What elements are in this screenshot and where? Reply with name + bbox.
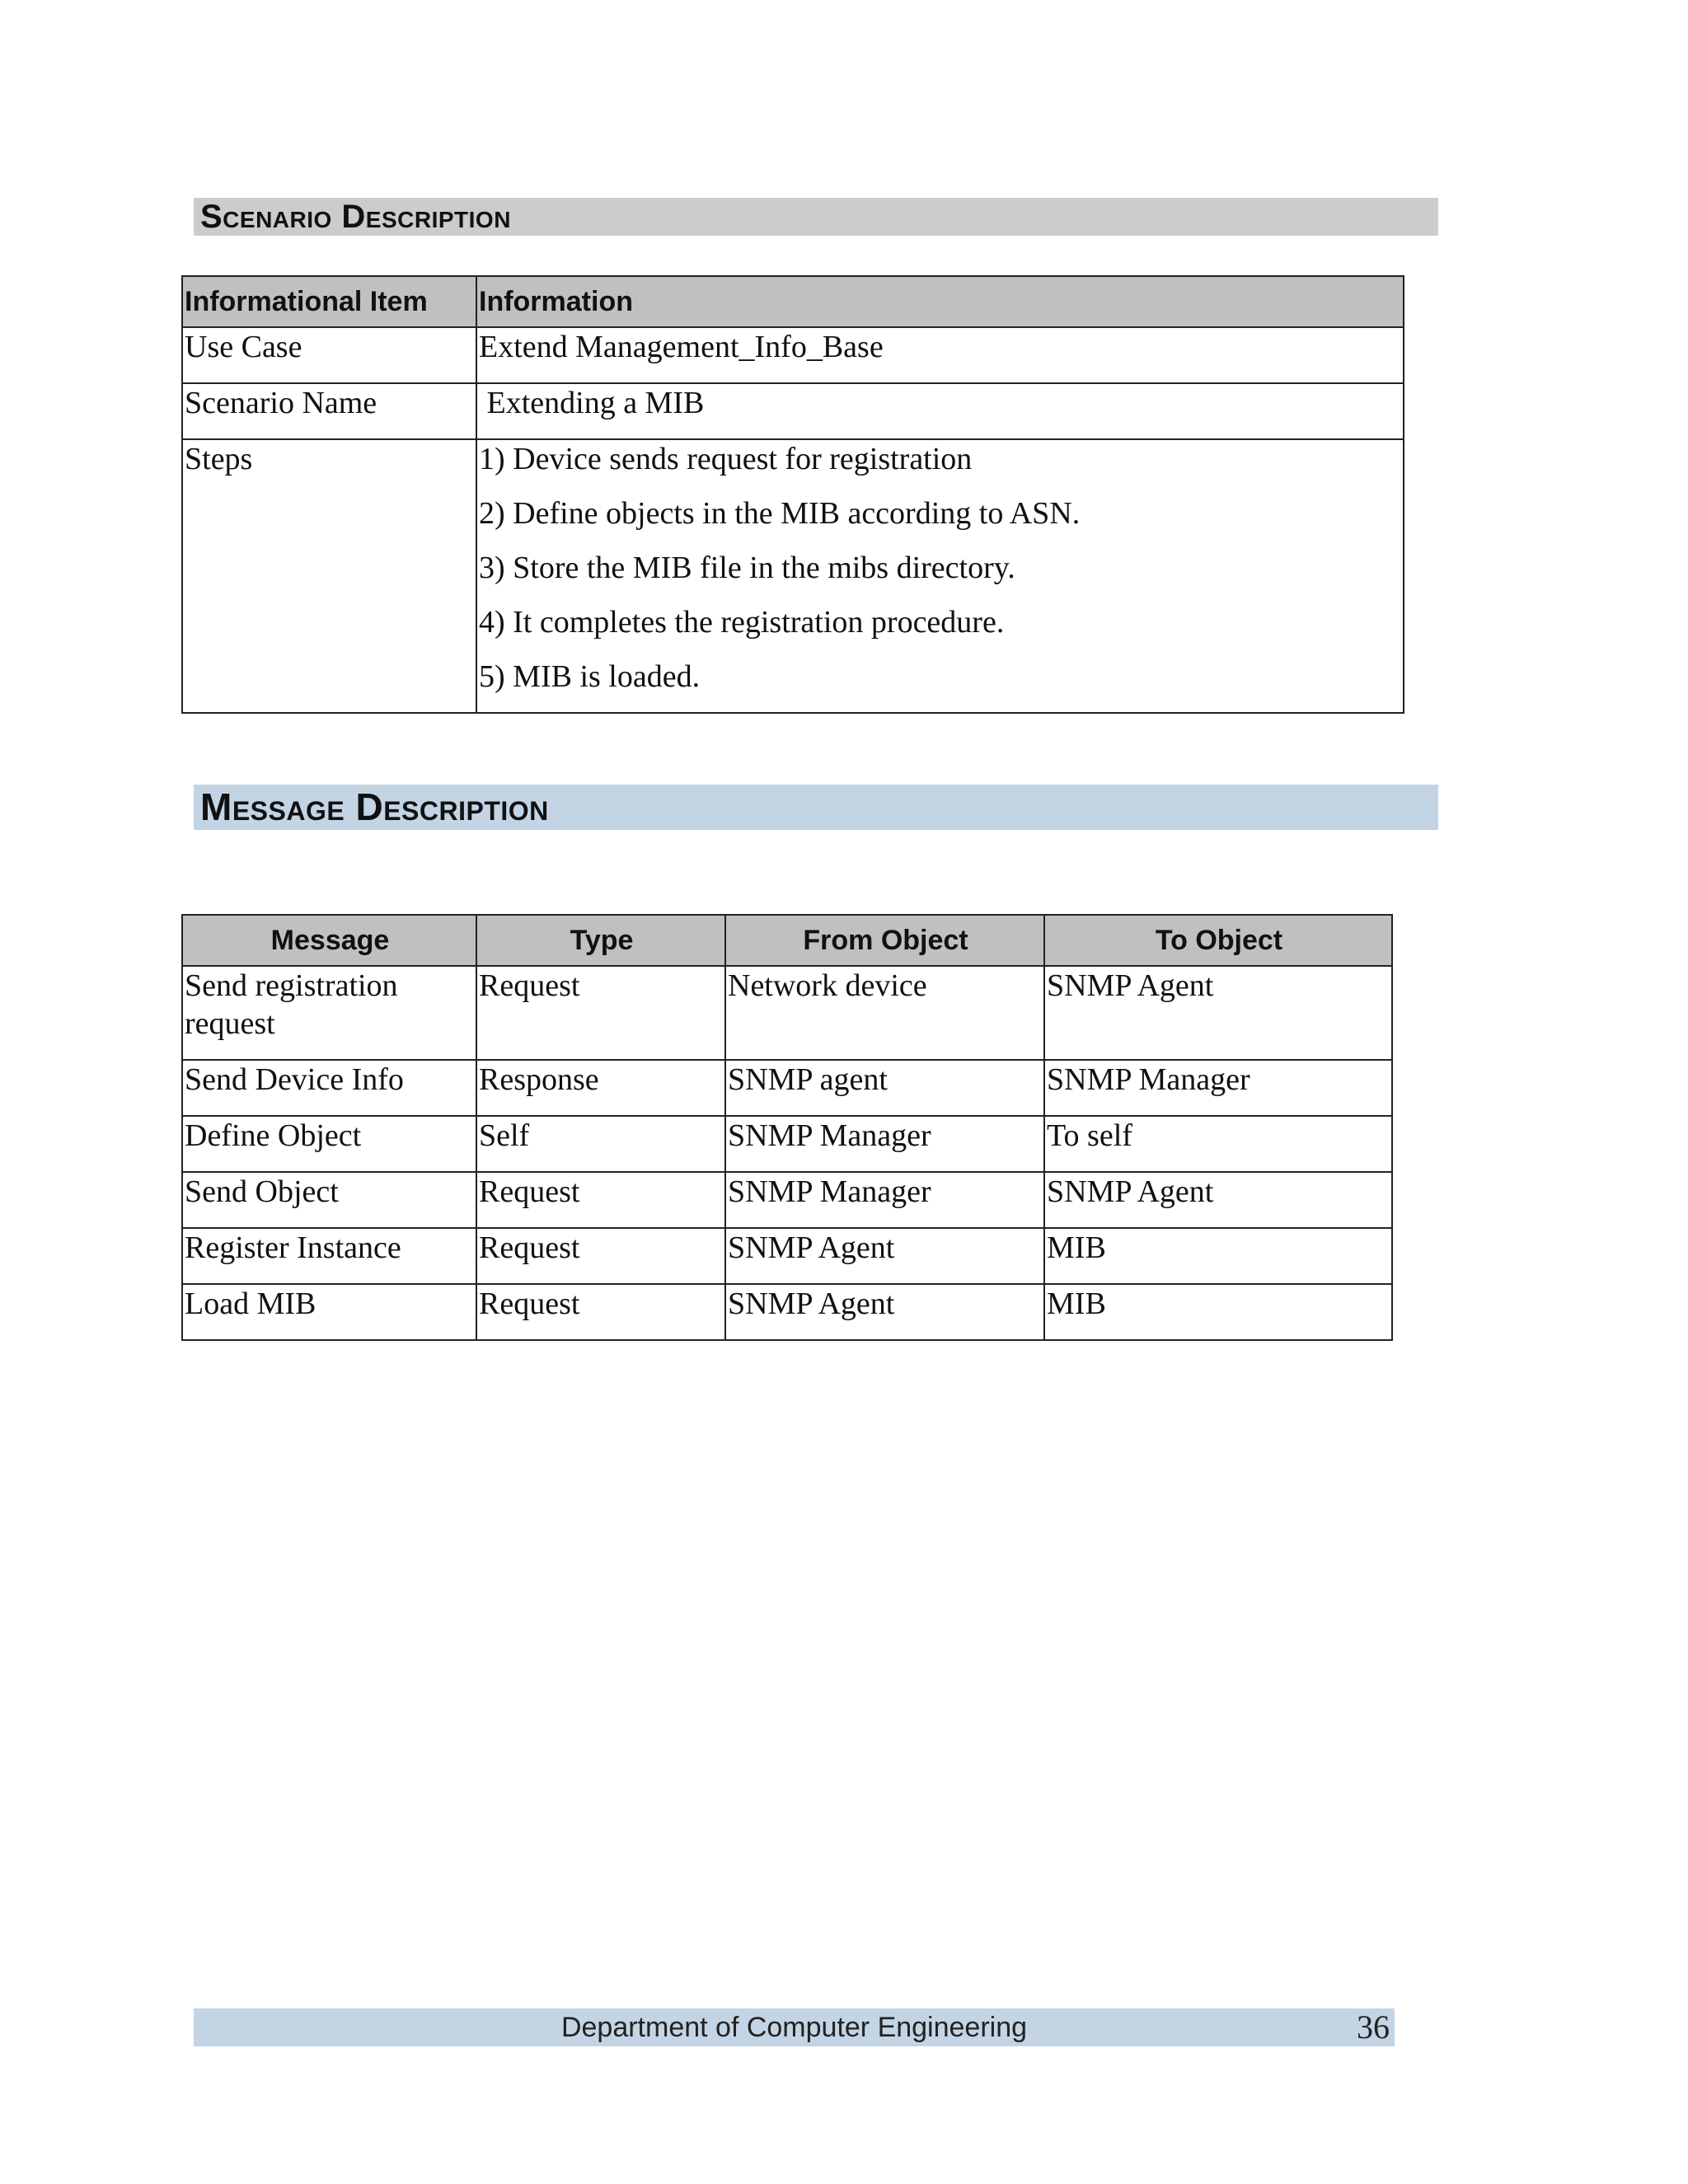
cell-from-object: Network device <box>725 966 1044 1060</box>
message-description-heading: Message Description <box>194 785 1438 830</box>
cell-to-object: To self <box>1044 1116 1392 1172</box>
steps-label: Steps <box>182 439 476 713</box>
step-item: 5) MIB is loaded. <box>479 659 701 694</box>
table-row <box>182 1116 1392 1172</box>
cell-message: Send Device Info <box>182 1060 476 1116</box>
header-type: Type <box>476 915 725 966</box>
cell-message: Define Object <box>182 1116 476 1172</box>
message-table <box>181 914 1393 1341</box>
cell-type: Request <box>476 966 725 1060</box>
cell-message: Send Object <box>182 1172 476 1228</box>
table-row <box>182 1228 1392 1284</box>
cell-to-object: SNMP Agent <box>1044 1172 1392 1228</box>
cell-from-object: SNMP agent <box>725 1060 1044 1116</box>
page-number: 36 <box>1357 2008 1390 2046</box>
scenario-description-heading: Scenario Description <box>194 198 1438 236</box>
page-footer <box>194 2008 1395 2046</box>
cell-to-object: MIB <box>1044 1228 1392 1284</box>
cell-message: Load MIB <box>182 1284 476 1340</box>
cell-type: Request <box>476 1284 725 1340</box>
header-informational-item: Informational Item <box>182 276 476 327</box>
table-header-row <box>182 276 1404 327</box>
cell-from-object: SNMP Agent <box>725 1284 1044 1340</box>
cell-from-object: SNMP Manager <box>725 1116 1044 1172</box>
table-row <box>182 383 1404 439</box>
step-item: 2) Define objects in the MIB according to ASN. <box>479 496 1081 531</box>
header-information: Information <box>476 276 1404 327</box>
scenario-table <box>181 275 1404 714</box>
cell-to-object: SNMP Agent <box>1044 966 1392 1060</box>
table-row <box>182 1284 1392 1340</box>
cell-to-object: SNMP Manager <box>1044 1060 1392 1116</box>
use-case-value: Extend Management_Info_Base <box>476 327 1404 383</box>
footer-department: Department of Computer Engineering <box>560 2012 1028 2043</box>
cell-type: Request <box>476 1172 725 1228</box>
table-header-row <box>182 915 1392 966</box>
step-item: 3) Store the MIB file in the mibs directory. <box>479 551 1015 585</box>
scenario-name-value: Extending a MIB <box>476 383 1404 439</box>
header-to-object: To Object <box>1044 915 1392 966</box>
cell-type: Self <box>476 1116 725 1172</box>
header-from-object: From Object <box>725 915 1044 966</box>
step-item: 1) Device sends request for registration <box>479 442 973 476</box>
cell-to-object: MIB <box>1044 1284 1392 1340</box>
table-row <box>182 966 1392 1060</box>
header-message: Message <box>182 915 476 966</box>
scenario-name-label: Scenario Name <box>182 383 476 439</box>
cell-message: Register Instance <box>182 1228 476 1284</box>
steps-list <box>476 439 1404 713</box>
cell-from-object: SNMP Agent <box>725 1228 1044 1284</box>
table-row <box>182 327 1404 383</box>
use-case-label: Use Case <box>182 327 476 383</box>
table-row <box>182 1172 1392 1228</box>
cell-from-object: SNMP Manager <box>725 1172 1044 1228</box>
table-row <box>182 439 1404 713</box>
cell-type: Response <box>476 1060 725 1116</box>
cell-message: Send registration request <box>182 966 476 1060</box>
cell-type: Request <box>476 1228 725 1284</box>
step-item: 4) It completes the registration procedure. <box>479 605 1005 640</box>
table-row <box>182 1060 1392 1116</box>
